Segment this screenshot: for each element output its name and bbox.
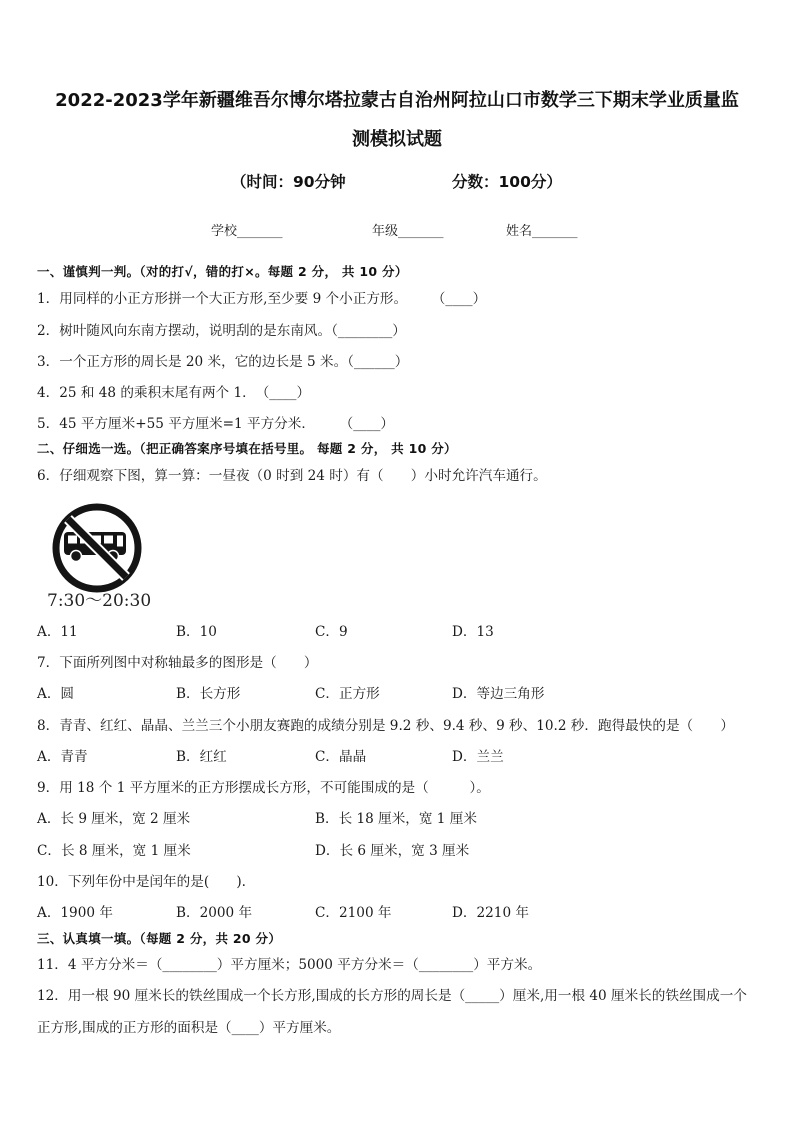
question-9-option-a: A．长 9 厘米，宽 2 厘米: [37, 811, 191, 827]
question-2: 2．树叶随风向东南方摆动，说明刮的是东南风。（________）: [37, 323, 406, 339]
bus-window: [104, 536, 113, 544]
question-8-option-a: A．青青: [37, 749, 88, 765]
question-7-option-a: A．圆: [37, 686, 75, 702]
grade-field: 年级_______: [372, 224, 444, 239]
question-7-option-d: D．等边三角形: [452, 686, 545, 702]
question-7-option-c: C．正方形: [315, 686, 380, 702]
question-6-option-b: B．10: [176, 624, 217, 640]
exam-title-line-1: 2022-2023学年新疆维吾尔博尔塔拉蒙古自治州阿拉山口市数学三下期末学业质量监: [55, 90, 739, 111]
section-2-heading: 二、仔细选一选。（把正确答案序号填在括号里。 每题 2 分， 共 10 分）: [37, 441, 457, 456]
question-3: 3．一个正方形的周长是 20 米，它的边长是 5 米。（______）: [37, 354, 409, 370]
question-9-option-c: C．长 8 厘米，宽 1 厘米: [37, 843, 191, 859]
question-4: 4．25 和 48 的乘积末尾有两个 1． （____）: [37, 385, 311, 401]
question-10-option-a: A．1900 年: [37, 905, 113, 921]
question-11: 11．4 平方分米＝（________）平方厘米；5000 平方分米＝（________）平方米。: [37, 957, 542, 973]
exam-score: 分数：100分）: [452, 173, 562, 191]
question-10: 10．下列年份中是闰年的是( ).: [37, 874, 246, 890]
question-9: 9．用 18 个 1 平方厘米的正方形摆成长方形，不可能围成的是（ ）。: [37, 780, 490, 796]
section-1-heading: 一、谨慎判一判。（对的打√，错的打×。每题 2 分， 共 10 分）: [37, 264, 408, 279]
question-6-option-d: D．13: [452, 624, 494, 640]
question-6: 6．仔细观察下图，算一算：一昼夜（0 时到 24 时）有（ ）小时允许汽车通行。: [37, 468, 547, 484]
question-12-line-1: 12．用一根 90 厘米长的铁丝围成一个长方形,围成的长方形的周长是（_____）厘米,用一根 40 厘米长的铁丝围成一个: [37, 988, 747, 1004]
question-10-option-d: D．2210 年: [452, 905, 530, 921]
bus-window: [68, 536, 77, 544]
question-5: 5．45 平方厘米+55 平方厘米=1 平方分米． （____）: [37, 416, 395, 432]
exam-title-line-2: 测模拟试题: [352, 129, 442, 150]
exam-time: （时间：90分钟: [231, 173, 346, 191]
question-6-option-a: A．11: [37, 624, 78, 640]
bus-windshield: [117, 536, 123, 547]
section-3-heading: 三、认真填一填。（每题 2 分，共 20 分）: [37, 931, 282, 946]
question-1: 1．用同样的小正方形拼一个大正方形,至少要 9 个小正方形。 （____）: [37, 291, 487, 307]
question-9-option-b: B．长 18 厘米，宽 1 厘米: [315, 811, 477, 827]
school-field: 学校_______: [211, 224, 283, 239]
question-10-option-c: C．2100 年: [315, 905, 392, 921]
question-8-option-c: C．晶晶: [315, 749, 367, 765]
question-6-option-c: C．9: [315, 624, 348, 640]
question-8: 8．青青、红红、晶晶、兰兰三个小朋友赛跑的成绩分别是 9.2 秒、9.4 秒、9 秒、10.2 秒．跑得最快的是（ ）: [37, 718, 734, 734]
question-7: 7．下面所列图中对称轴最多的图形是（ ）: [37, 655, 318, 671]
bus-wheel: [71, 551, 82, 562]
name-field: 姓名_______: [506, 224, 578, 239]
question-9-option-d: D．长 6 厘米，宽 3 厘米: [315, 843, 470, 859]
question-8-option-b: B．红红: [176, 749, 227, 765]
question-8-option-d: D．兰兰: [452, 749, 504, 765]
no-bus-sign-icon: [47, 500, 147, 596]
question-12-line-2: 正方形,围成的正方形的面积是（____）平方厘米。: [37, 1020, 341, 1036]
question-10-option-b: B．2000 年: [176, 905, 253, 921]
sign-time-caption: 7:30～20:30: [47, 591, 152, 611]
question-7-option-b: B．长方形: [176, 686, 241, 702]
